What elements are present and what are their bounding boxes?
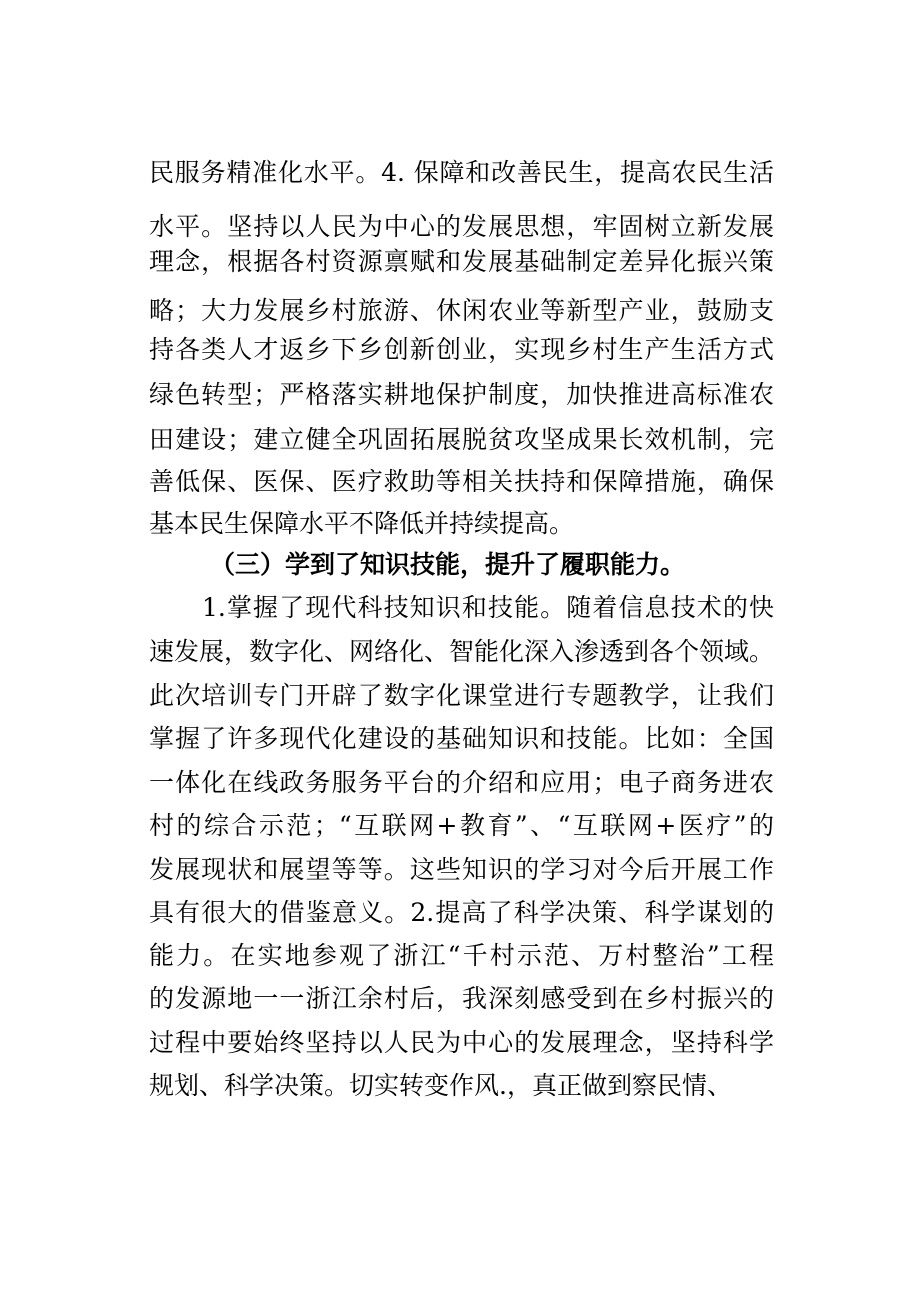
paragraph-line: 速发展，数字化、网络化、智能化深入渗透到各个领域。 xyxy=(149,637,774,666)
paragraph-line: 一体化在线政务服务平台的介绍和应用；电子商务进农 xyxy=(149,768,774,797)
paragraph-line: 持各类人才返乡下乡创新创业，实现乡村生产生活方式 xyxy=(149,335,774,364)
paragraph-line: 发展现状和展望等等。这些知识的学习对今后开展工作 xyxy=(149,855,774,884)
paragraph-line: 规划、科学决策。切实转变作风.，真正做到察民情、 xyxy=(149,1071,732,1100)
section-heading: （三）学到了知识技能，提升了履职能力。 xyxy=(210,550,686,579)
paragraph-line: 理念，根据各村资源禀赋和发展基础制定差异化振兴策 xyxy=(149,247,774,276)
paragraph-line: 村的综合示范；“互联网+教育”、“互联网+医疗”的 xyxy=(149,811,774,840)
paragraph-line: 掌握了许多现代化建设的基础知识和技能。比如：全国 xyxy=(149,724,774,753)
paragraph-line: 水平。坚持以人民为中心的发展思想，牢固树立新发展 xyxy=(149,212,774,241)
paragraph-line: 善低保、医保、医疗救助等相关扶持和保障措施，确保 xyxy=(149,467,774,496)
paragraph-line: 此次培训专门开辟了数字化课堂进行专题教学，让我们 xyxy=(149,681,774,710)
paragraph-line: 民服务精准化水平。4. 保障和改善民生，提高农民生活 xyxy=(149,158,774,187)
paragraph-line: 过程中要始终坚持以人民为中心的发展理念，坚持科学 xyxy=(149,1028,774,1057)
paragraph-line: 略；大力发展乡村旅游、休闲农业等新型产业，鼓励支 xyxy=(149,296,774,325)
paragraph-line: 能力。在实地参观了浙江“千村示范、万村整治”工程 xyxy=(149,941,774,970)
paragraph-line: 基本民生保障水平不降低并持续提高。 xyxy=(149,509,575,538)
paragraph-line: 田建设；建立健全巩固拓展脱贫攻坚成果长效机制，完 xyxy=(149,425,774,454)
paragraph-line: 绿色转型；严格落实耕地保护制度，加快推进高标准农 xyxy=(149,380,774,409)
paragraph-line: 具有很大的借鉴意义。2.提高了科学决策、科学谋划的 xyxy=(149,898,774,927)
paragraph-line: 的发源地一一浙江余村后，我深刻感受到在乡村振兴的 xyxy=(149,984,774,1013)
paragraph-line: 1.掌握了现代科技知识和技能。随着信息技术的快 xyxy=(202,593,774,622)
